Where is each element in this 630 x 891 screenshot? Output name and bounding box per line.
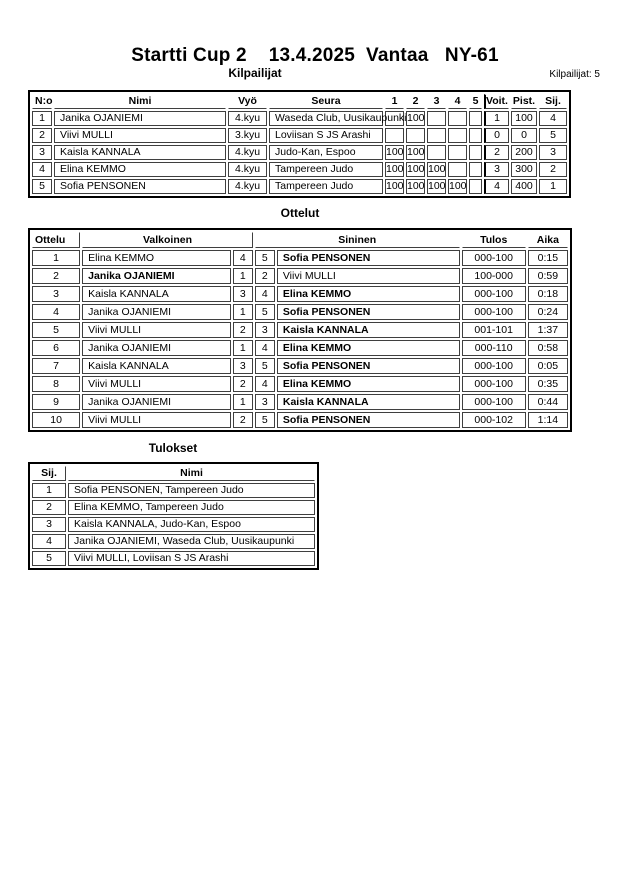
round-score: 100	[428, 163, 446, 175]
col-header-sij: Sij.	[32, 466, 66, 481]
white-name: Janika OJANIEMI	[82, 394, 231, 410]
col-header-seura: Seura	[269, 94, 383, 109]
white-name: Janika OJANIEMI	[82, 268, 231, 284]
match-number: 4	[32, 304, 80, 320]
round-score	[385, 128, 404, 143]
competitor-wins: 2	[484, 145, 509, 160]
match-time: 0:58	[528, 340, 568, 356]
white-number: 4	[233, 250, 253, 266]
match-number: 6	[32, 340, 80, 356]
white-number: 2	[233, 412, 253, 428]
match-time: 1:37	[528, 322, 568, 338]
col-header-tulos: Tulos	[462, 232, 526, 248]
blue-number: 5	[255, 412, 275, 428]
result-row	[32, 551, 315, 566]
result-rank: 1	[32, 483, 66, 498]
match-result: 000-100	[462, 286, 526, 302]
match-result: 000-100	[462, 394, 526, 410]
result-name: Sofia PENSONEN, Tampereen Judo	[68, 483, 315, 498]
match-row	[32, 376, 568, 392]
round-score: 100	[428, 180, 446, 192]
competitor-number: 3	[32, 145, 52, 160]
competitor-row	[32, 111, 567, 126]
competitor-placement: 3	[539, 145, 567, 160]
competitor-points: 200	[511, 145, 537, 160]
match-time: 0:24	[528, 304, 568, 320]
matches-table	[28, 228, 572, 432]
competitor-belt: 4.kyu	[228, 179, 267, 194]
competitor-name: Elina KEMMO	[54, 162, 226, 177]
col-header-round-4: 4	[448, 94, 467, 109]
competitor-belt: 4.kyu	[228, 162, 267, 177]
white-number: 3	[233, 358, 253, 374]
match-number: 9	[32, 394, 80, 410]
white-name: Viivi MULLI	[82, 376, 231, 392]
competitor-wins: 1	[484, 111, 509, 126]
col-header-round-2: 2	[406, 94, 425, 109]
match-number: 7	[32, 358, 80, 374]
competitor-name: Sofia PENSONEN	[54, 179, 226, 194]
result-rank: 4	[32, 534, 66, 549]
col-header-no: N:o	[32, 94, 52, 109]
competitor-placement: 4	[539, 111, 567, 126]
competitor-placement: 1	[539, 179, 567, 194]
result-row	[32, 500, 315, 515]
competitor-club: Waseda Club, Uusikaupunki	[269, 111, 383, 126]
round-score	[469, 128, 482, 143]
match-row	[32, 394, 568, 410]
match-result: 001-101	[462, 322, 526, 338]
round-score: 100	[386, 180, 404, 192]
results-table	[28, 462, 319, 570]
white-number: 1	[233, 304, 253, 320]
col-header-round-3: 3	[427, 94, 446, 109]
result-rank: 3	[32, 517, 66, 532]
white-number: 1	[233, 268, 253, 284]
white-name: Janika OJANIEMI	[82, 340, 231, 356]
match-result: 000-110	[462, 340, 526, 356]
competitor-points: 400	[511, 179, 537, 194]
match-result: 100-000	[462, 268, 526, 284]
competitor-belt: 4.kyu	[228, 145, 267, 160]
blue-name: Viivi MULLI	[277, 268, 460, 284]
blue-name: Elina KEMMO	[277, 340, 460, 356]
results-header-row	[32, 466, 315, 481]
col-header-round-1: 1	[385, 94, 404, 109]
col-header-valkoinen: Valkoinen	[82, 232, 253, 248]
blue-name: Sofia PENSONEN	[277, 358, 460, 374]
blue-name: Kaisla KANNALA	[277, 394, 460, 410]
competitors-count-label: Kilpailijat: 5	[549, 69, 600, 80]
match-number: 5	[32, 322, 80, 338]
match-result: 000-100	[462, 376, 526, 392]
round-score	[448, 128, 467, 143]
col-header-pist: Pist.	[512, 95, 536, 107]
result-row	[32, 534, 315, 549]
competitor-number: 2	[32, 128, 52, 143]
match-time: 0:05	[528, 358, 568, 374]
white-name: Elina KEMMO	[82, 250, 231, 266]
match-number: 2	[32, 268, 80, 284]
round-score	[427, 145, 446, 160]
round-score: 100	[386, 163, 404, 175]
match-time: 0:15	[528, 250, 568, 266]
round-score	[406, 128, 425, 143]
col-header-nimi: Nimi	[54, 94, 226, 109]
match-time: 0:18	[528, 286, 568, 302]
match-time: 0:44	[528, 394, 568, 410]
white-name: Viivi MULLI	[82, 412, 231, 428]
competitor-wins: 4	[484, 179, 509, 194]
blue-number: 4	[255, 376, 275, 392]
round-score: 100	[407, 112, 425, 124]
col-header-aika: Aika	[528, 232, 568, 248]
competitor-points: 0	[511, 128, 537, 143]
result-row	[32, 517, 315, 532]
competitor-points: 100	[511, 111, 537, 126]
round-score	[469, 179, 482, 194]
blue-number: 5	[255, 358, 275, 374]
competitor-number: 5	[32, 179, 52, 194]
match-result: 000-102	[462, 412, 526, 428]
result-name: Viivi MULLI, Loviisan S JS Arashi	[68, 551, 315, 566]
competitor-placement: 2	[539, 162, 567, 177]
col-header-ottelu: Ottelu	[32, 232, 80, 248]
blue-number: 4	[255, 286, 275, 302]
competitor-club: Loviisan S JS Arashi	[269, 128, 383, 143]
match-number: 8	[32, 376, 80, 392]
blue-name: Kaisla KANNALA	[277, 322, 460, 338]
col-header-vyo: Vyö	[228, 94, 267, 109]
blue-name: Sofia PENSONEN	[277, 250, 460, 266]
blue-number: 4	[255, 340, 275, 356]
result-row	[32, 483, 315, 498]
competitor-number: 4	[32, 162, 52, 177]
match-result: 000-100	[462, 358, 526, 374]
competitor-club: Tampereen Judo	[269, 179, 383, 194]
match-row	[32, 250, 568, 266]
white-number: 1	[233, 340, 253, 356]
blue-number: 3	[255, 322, 275, 338]
blue-number: 3	[255, 394, 275, 410]
match-time: 0:59	[528, 268, 568, 284]
competitor-row	[32, 179, 567, 194]
match-result: 000-100	[462, 304, 526, 320]
competitor-wins: 0	[484, 128, 509, 143]
blue-name: Elina KEMMO	[277, 286, 460, 302]
round-score	[427, 111, 446, 126]
match-row	[32, 286, 568, 302]
white-number: 2	[233, 376, 253, 392]
round-score	[448, 145, 467, 160]
white-number: 2	[233, 322, 253, 338]
competitor-club: Judo-Kan, Espoo	[269, 145, 383, 160]
result-name: Janika OJANIEMI, Waseda Club, Uusikaupunki	[68, 534, 315, 549]
match-number: 1	[32, 250, 80, 266]
round-score: 100	[386, 146, 404, 158]
round-score	[469, 145, 482, 160]
competitor-name: Janika OJANIEMI	[54, 111, 226, 126]
competitor-club: Tampereen Judo	[269, 162, 383, 177]
competitors-table	[28, 90, 571, 198]
round-score: 100	[407, 163, 425, 175]
round-score	[469, 162, 482, 177]
col-header-round-5: 5	[469, 94, 482, 109]
blue-name: Sofia PENSONEN	[277, 412, 460, 428]
matches-header-row	[32, 232, 568, 248]
result-rank: 5	[32, 551, 66, 566]
white-name: Kaisla KANNALA	[82, 286, 231, 302]
match-number: 10	[32, 412, 80, 428]
white-name: Janika OJANIEMI	[82, 304, 231, 320]
competitor-number: 1	[32, 111, 52, 126]
white-name: Viivi MULLI	[82, 322, 231, 338]
match-row	[32, 304, 568, 320]
competitor-row	[32, 162, 567, 177]
competitors-header-row	[32, 94, 567, 109]
result-name: Kaisla KANNALA, Judo-Kan, Espoo	[68, 517, 315, 532]
round-score: 100	[407, 146, 425, 158]
competitor-row	[32, 128, 567, 143]
section-title-ottelut: Ottelut	[280, 206, 320, 220]
competitor-belt: 3.kyu	[228, 128, 267, 143]
match-row	[32, 358, 568, 374]
round-score	[469, 111, 482, 126]
result-rank: 2	[32, 500, 66, 515]
round-score: 100	[407, 180, 425, 192]
blue-number: 5	[255, 304, 275, 320]
round-score	[448, 111, 467, 126]
result-name: Elina KEMMO, Tampereen Judo	[68, 500, 315, 515]
match-row	[32, 322, 568, 338]
match-result: 000-100	[462, 250, 526, 266]
col-header-nimi: Nimi	[68, 466, 315, 481]
match-time: 1:14	[528, 412, 568, 428]
col-header-voit: Voit.	[486, 95, 508, 107]
white-number: 1	[233, 394, 253, 410]
col-header-sininen: Sininen	[255, 232, 460, 248]
col-header-sij: Sij.	[539, 94, 567, 109]
section-title-tulokset: Tulokset	[148, 441, 198, 455]
competitor-name: Kaisla KANNALA	[54, 145, 226, 160]
competitor-points: 300	[511, 162, 537, 177]
blue-name: Sofia PENSONEN	[277, 304, 460, 320]
match-time: 0:35	[528, 376, 568, 392]
competitor-name: Viivi MULLI	[54, 128, 226, 143]
white-name: Kaisla KANNALA	[82, 358, 231, 374]
competitor-wins: 3	[484, 162, 509, 177]
competitor-placement: 5	[539, 128, 567, 143]
competitor-row	[32, 145, 567, 160]
competitor-belt: 4.kyu	[228, 111, 267, 126]
page-title: Startti Cup 2 13.4.2025 Vantaa NY-61	[131, 45, 499, 66]
blue-number: 5	[255, 250, 275, 266]
white-number: 3	[233, 286, 253, 302]
match-row	[32, 268, 568, 284]
round-score: 100	[449, 180, 467, 192]
round-score	[427, 128, 446, 143]
blue-name: Elina KEMMO	[277, 376, 460, 392]
section-title-kilpailijat: Kilpailijat	[228, 66, 282, 80]
round-score	[448, 162, 467, 177]
blue-number: 2	[255, 268, 275, 284]
match-number: 3	[32, 286, 80, 302]
match-row	[32, 340, 568, 356]
match-row	[32, 412, 568, 428]
